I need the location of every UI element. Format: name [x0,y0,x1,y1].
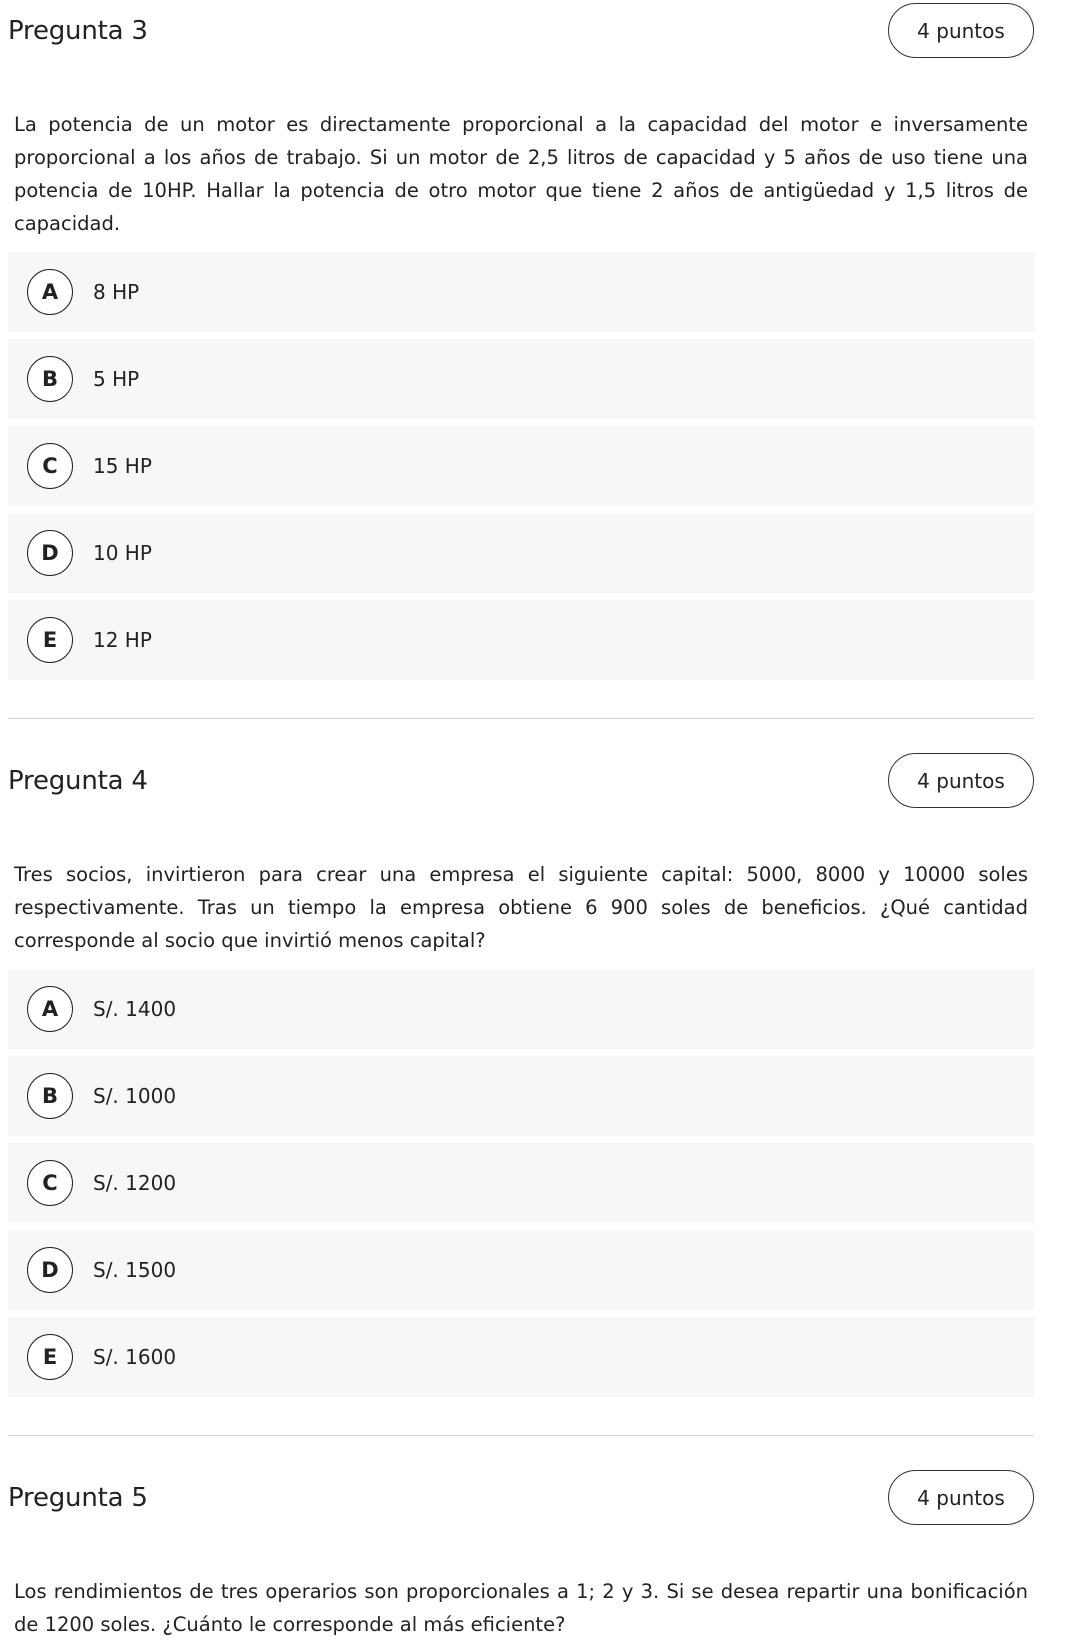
option-letter: E [27,617,73,663]
quiz-page [8,0,1034,1641]
question-header [8,1470,1034,1525]
option-b[interactable] [8,339,1034,419]
option-text: S/. 1000 [93,1084,177,1108]
option-text: 5 HP [93,367,140,391]
option-text: 15 HP [93,454,152,478]
points-badge: 4 puntos [888,753,1034,808]
option-text: S/. 1500 [93,1258,177,1282]
option-b[interactable] [8,1056,1034,1136]
option-c[interactable] [8,1143,1034,1223]
option-e[interactable] [8,1317,1034,1397]
question-text: Tres socios, invirtieron para crear una empresa el siguiente capital: 5000, 8000 y 10000 soles respectivamente. Tras un tiempo la empresa obtiene 6 900 soles de beneficios. ¿Qué cantidad corresponde al socio que invirtió menos capital? [14,863,1028,952]
option-e[interactable] [8,600,1034,680]
answer-options [8,969,1034,1397]
question-4 [8,753,1034,1397]
question-divider [8,1435,1034,1436]
question-text: La potencia de un motor es directamente proporcional a la capacidad del motor e inversamente proporcional a los años de trabajo. Si un motor de 2,5 litros de capacidad y 5 años de uso tiene una potencia de 10HP. Hallar la potencia de otro motor que tiene 2 años de antigüedad y 1,5 litros de capacidad. [14,113,1028,235]
question-5 [8,1470,1034,1641]
option-letter: C [27,1160,73,1206]
points-badge: 4 puntos [888,3,1034,58]
question-title: Pregunta 4 [8,765,148,796]
answer-options [8,252,1034,680]
option-letter: B [27,356,73,402]
question-text: Los rendimientos de tres operarios son proporcionales a 1; 2 y 3. Si se desea repartir una bonificación de 1200 soles. ¿Cuánto le corresponde al más eficiente? [14,1580,1028,1636]
option-text: S/. 1200 [93,1171,177,1195]
option-d[interactable] [8,1230,1034,1310]
option-text: 12 HP [93,628,152,652]
question-header [8,753,1034,808]
option-letter: D [27,1247,73,1293]
option-c[interactable] [8,426,1034,506]
option-letter: B [27,1073,73,1119]
option-letter: E [27,1334,73,1380]
option-a[interactable] [8,969,1034,1049]
option-text: 10 HP [93,541,152,565]
option-d[interactable] [8,513,1034,593]
option-a[interactable] [8,252,1034,332]
option-letter: A [27,986,73,1032]
question-title: Pregunta 3 [8,15,148,46]
option-text: S/. 1600 [93,1345,177,1369]
question-header [8,3,1034,58]
question-3 [8,3,1034,680]
option-letter: A [27,269,73,315]
option-letter: D [27,530,73,576]
question-title: Pregunta 5 [8,1482,148,1513]
points-badge: 4 puntos [888,1470,1034,1525]
option-text: S/. 1400 [93,997,177,1021]
option-letter: C [27,443,73,489]
option-text: 8 HP [93,280,140,304]
question-divider [8,718,1034,719]
